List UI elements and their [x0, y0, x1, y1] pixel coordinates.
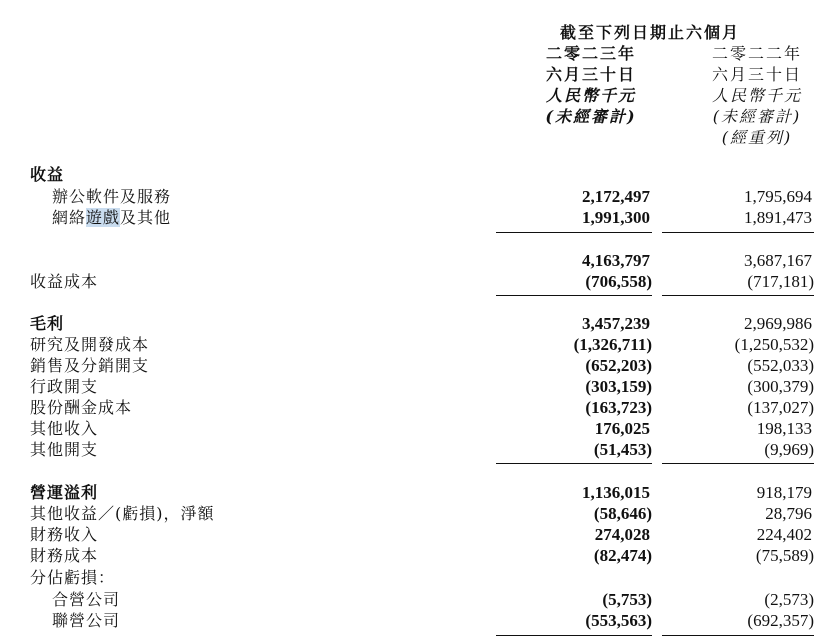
online-games-label-post: 及其他 — [120, 208, 172, 227]
other-gains-label: 其他收益／(虧損)，淨額 — [30, 504, 215, 523]
other-income-current: 176,025 — [594, 419, 650, 438]
selling-cost-prior: (552,033) — [747, 356, 814, 375]
share-comp-prior: (137,027) — [747, 398, 814, 417]
current-year: 二零二三年 — [545, 44, 636, 63]
current-period-header — [530, 43, 652, 127]
selling-cost-current: (652,203) — [585, 356, 652, 375]
revenue-title: 收益 — [30, 165, 65, 184]
rule-prior-3 — [662, 463, 814, 464]
operating-profit-label: 營運溢利 — [30, 483, 99, 502]
online-games-current: 1,991,300 — [582, 208, 650, 227]
gross-profit-prior: 2,969,986 — [744, 314, 812, 333]
other-expense-prior: (9,969) — [764, 440, 814, 459]
finance-income-label: 財務收入 — [30, 525, 99, 544]
prior-unit: 人民幣千元 — [711, 86, 802, 105]
prior-date: 六月三十日 — [711, 65, 802, 84]
rule-prior-4 — [662, 635, 814, 636]
rd-cost-prior: (1,250,532) — [734, 335, 814, 354]
other-expense-current: (51,453) — [593, 440, 652, 459]
current-unit: 人民幣千元 — [545, 86, 636, 105]
joint-ventures-label: 合營公司 — [52, 590, 121, 609]
online-games-label-highlight: 遊戲 — [86, 208, 121, 227]
joint-ventures-current: (5,753) — [602, 590, 652, 609]
share-comp-current: (163,723) — [585, 398, 652, 417]
total-revenue-current: 4,163,797 — [582, 251, 650, 270]
operating-profit-prior: 918,179 — [756, 483, 812, 502]
finance-cost-label: 財務成本 — [30, 546, 99, 565]
online-games-label-pre: 網絡 — [52, 208, 87, 227]
finance-income-current: 274,028 — [594, 525, 650, 544]
prior-restated-note: (經重列) — [721, 128, 793, 147]
selling-cost-label: 銷售及分銷開支 — [30, 356, 150, 375]
online-games-label — [52, 207, 171, 228]
rule-prior-2 — [662, 295, 814, 296]
current-audit-note: (未經審計) — [545, 107, 637, 126]
rule-current-1 — [496, 232, 652, 233]
admin-cost-label: 行政開支 — [30, 377, 99, 396]
gross-profit-current: 3,457,239 — [582, 314, 650, 333]
office-software-label: 辦公軟件及服務 — [52, 187, 172, 206]
gross-profit-label: 毛利 — [30, 314, 65, 333]
rule-current-3 — [496, 463, 652, 464]
operating-profit-current: 1,136,015 — [582, 483, 650, 502]
admin-cost-prior: (300,379) — [747, 377, 814, 396]
joint-ventures-prior: (2,573) — [764, 590, 814, 609]
associates-label: 聯營公司 — [52, 611, 121, 630]
cost-of-revenue-label: 收益成本 — [30, 272, 99, 291]
finance-cost-current: (82,474) — [593, 546, 652, 565]
finance-cost-prior: (75,589) — [755, 546, 814, 565]
online-games-prior: 1,891,473 — [744, 208, 812, 227]
prior-audit-note: (未經審計) — [712, 107, 802, 126]
rd-cost-current: (1,326,711) — [573, 335, 652, 354]
admin-cost-current: (303,159) — [585, 377, 652, 396]
prior-period-header — [696, 43, 818, 148]
share-of-losses-label: 分佔虧損： — [30, 568, 116, 587]
rd-cost-label: 研究及開發成本 — [30, 335, 150, 354]
other-income-label: 其他收入 — [30, 419, 99, 438]
finance-income-prior: 224,402 — [756, 525, 812, 544]
current-date: 六月三十日 — [545, 65, 636, 84]
rule-current-2 — [496, 295, 652, 296]
share-comp-label: 股份酬金成本 — [30, 398, 133, 417]
other-income-prior: 198,133 — [756, 419, 812, 438]
associates-prior: (692,357) — [747, 611, 814, 630]
period-header: 截至下列日期止六個月 — [559, 23, 740, 42]
office-software-prior: 1,795,694 — [744, 187, 812, 206]
other-expense-label: 其他開支 — [30, 440, 99, 459]
prior-year: 二零二二年 — [711, 44, 802, 63]
other-gains-prior: 28,796 — [765, 504, 812, 523]
other-gains-current: (58,646) — [593, 504, 652, 523]
cost-of-revenue-current: (706,558) — [585, 272, 652, 291]
rule-prior-1 — [662, 232, 814, 233]
office-software-current: 2,172,497 — [582, 187, 650, 206]
total-revenue-prior: 3,687,167 — [744, 251, 812, 270]
associates-current: (553,563) — [585, 611, 652, 630]
cost-of-revenue-prior: (717,181) — [747, 272, 814, 291]
rule-current-4 — [496, 635, 652, 636]
